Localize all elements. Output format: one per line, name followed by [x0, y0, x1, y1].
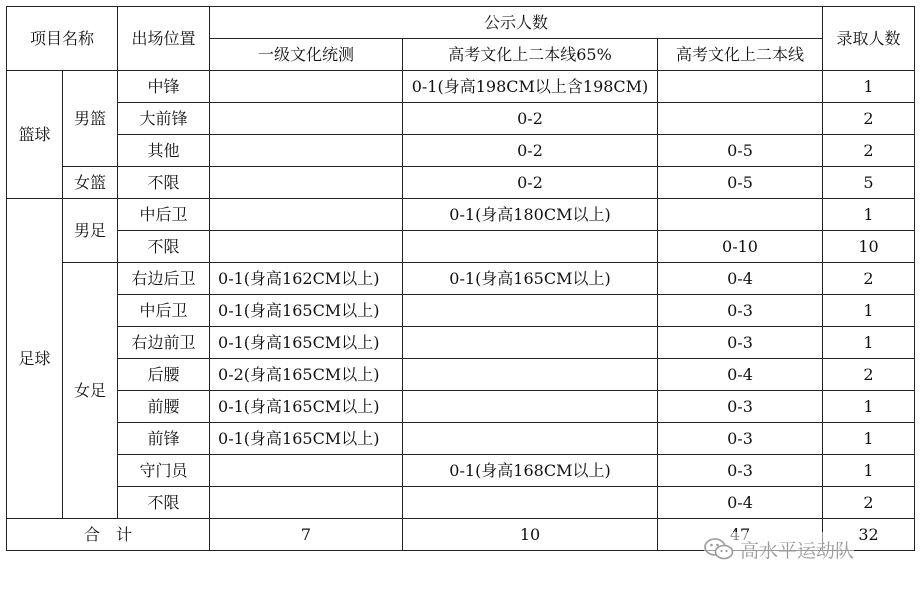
total-gaokao65: 10 [403, 519, 658, 551]
level1-cell [210, 103, 403, 135]
group-male-football: 男足 [63, 199, 118, 263]
gaokao65-cell: 0-1(身高198CM以上含198CM) [403, 71, 658, 103]
table-row [7, 103, 915, 135]
gaokao-cell [658, 199, 823, 231]
gaokao65-cell [403, 231, 658, 263]
position-cell: 中锋 [118, 71, 210, 103]
level1-cell [210, 167, 403, 199]
header-gaokao: 高考文化上二本线 [658, 39, 823, 71]
admitted-cell: 1 [823, 295, 915, 327]
admitted-cell: 1 [823, 391, 915, 423]
admission-table [6, 6, 915, 551]
level1-cell [210, 487, 403, 519]
gaokao65-cell [403, 359, 658, 391]
gaokao65-cell: 0-2 [403, 135, 658, 167]
admitted-cell: 1 [823, 199, 915, 231]
table-row [7, 391, 915, 423]
position-cell: 不限 [118, 231, 210, 263]
admitted-cell: 1 [823, 455, 915, 487]
gaokao-cell: 0-3 [658, 295, 823, 327]
gaokao-cell: 0-3 [658, 391, 823, 423]
sport-football: 足球 [7, 199, 63, 519]
gaokao-cell [658, 71, 823, 103]
position-cell: 其他 [118, 135, 210, 167]
table-row [7, 487, 915, 519]
table-row [7, 327, 915, 359]
gaokao-cell: 0-3 [658, 455, 823, 487]
position-cell: 大前锋 [118, 103, 210, 135]
header-announced: 公示人数 [210, 7, 823, 39]
gaokao65-cell [403, 295, 658, 327]
table-row [7, 71, 915, 103]
header-project-name: 项目名称 [7, 7, 118, 71]
level1-cell [210, 71, 403, 103]
table-row [7, 455, 915, 487]
wechat-icon [704, 537, 734, 561]
table-row [7, 359, 915, 391]
table-row [7, 263, 915, 295]
admitted-cell: 1 [823, 327, 915, 359]
header-position: 出场位置 [118, 7, 210, 71]
gaokao65-cell: 0-1(身高168CM以上) [403, 455, 658, 487]
gaokao65-cell [403, 391, 658, 423]
gaokao65-cell [403, 423, 658, 455]
level1-cell [210, 135, 403, 167]
gaokao-cell: 0-5 [658, 167, 823, 199]
admitted-cell: 2 [823, 487, 915, 519]
table-row [7, 423, 915, 455]
gaokao65-cell: 0-1(身高180CM以上) [403, 199, 658, 231]
total-label: 合 计 [7, 519, 210, 551]
admitted-cell: 1 [823, 71, 915, 103]
gaokao65-cell: 0-2 [403, 167, 658, 199]
position-cell: 前腰 [118, 391, 210, 423]
sport-basketball: 篮球 [7, 71, 63, 199]
level1-cell: 0-1(身高165CM以上) [210, 295, 403, 327]
gaokao-cell: 0-5 [658, 135, 823, 167]
level1-cell [210, 199, 403, 231]
gaokao-cell: 0-4 [658, 487, 823, 519]
level1-cell: 0-1(身高165CM以上) [210, 391, 403, 423]
position-cell: 中后卫 [118, 295, 210, 327]
table-row [7, 135, 915, 167]
table-row [7, 231, 915, 263]
watermark [704, 532, 854, 566]
position-cell: 后腰 [118, 359, 210, 391]
total-level1: 7 [210, 519, 403, 551]
gaokao65-cell [403, 327, 658, 359]
gaokao-cell: 0-4 [658, 263, 823, 295]
level1-cell [210, 231, 403, 263]
group-female-football: 女足 [63, 263, 118, 519]
level1-cell: 0-1(身高165CM以上) [210, 423, 403, 455]
position-cell: 右边后卫 [118, 263, 210, 295]
admitted-cell: 2 [823, 103, 915, 135]
table-row [7, 167, 915, 199]
group-male-basketball: 男篮 [63, 71, 118, 167]
admitted-cell: 2 [823, 359, 915, 391]
table-row [7, 199, 915, 231]
header-level1: 一级文化统测 [210, 39, 403, 71]
admitted-cell: 10 [823, 231, 915, 263]
position-cell: 右边前卫 [118, 327, 210, 359]
gaokao65-cell [403, 487, 658, 519]
table-row [7, 295, 915, 327]
gaokao-cell: 0-10 [658, 231, 823, 263]
admitted-cell: 2 [823, 263, 915, 295]
total-admitted: 32 [823, 519, 915, 551]
admitted-cell: 5 [823, 167, 915, 199]
level1-cell: 0-1(身高165CM以上) [210, 327, 403, 359]
gaokao65-cell: 0-2 [403, 103, 658, 135]
header-admitted: 录取人数 [823, 7, 915, 71]
level1-cell: 0-2(身高165CM以上) [210, 359, 403, 391]
gaokao-cell: 0-3 [658, 423, 823, 455]
admitted-cell: 2 [823, 135, 915, 167]
admitted-cell: 1 [823, 423, 915, 455]
group-female-basketball: 女篮 [63, 167, 118, 199]
position-cell: 守门员 [118, 455, 210, 487]
header-gaokao65: 高考文化上二本线65% [403, 39, 658, 71]
gaokao-cell: 0-4 [658, 359, 823, 391]
gaokao-cell: 0-3 [658, 327, 823, 359]
gaokao-cell [658, 103, 823, 135]
position-cell: 中后卫 [118, 199, 210, 231]
watermark-text: 高水平运动队 [740, 539, 855, 562]
position-cell: 不限 [118, 487, 210, 519]
level1-cell: 0-1(身高162CM以上) [210, 263, 403, 295]
level1-cell [210, 455, 403, 487]
position-cell: 前锋 [118, 423, 210, 455]
gaokao65-cell: 0-1(身高165CM以上) [403, 263, 658, 295]
position-cell: 不限 [118, 167, 210, 199]
